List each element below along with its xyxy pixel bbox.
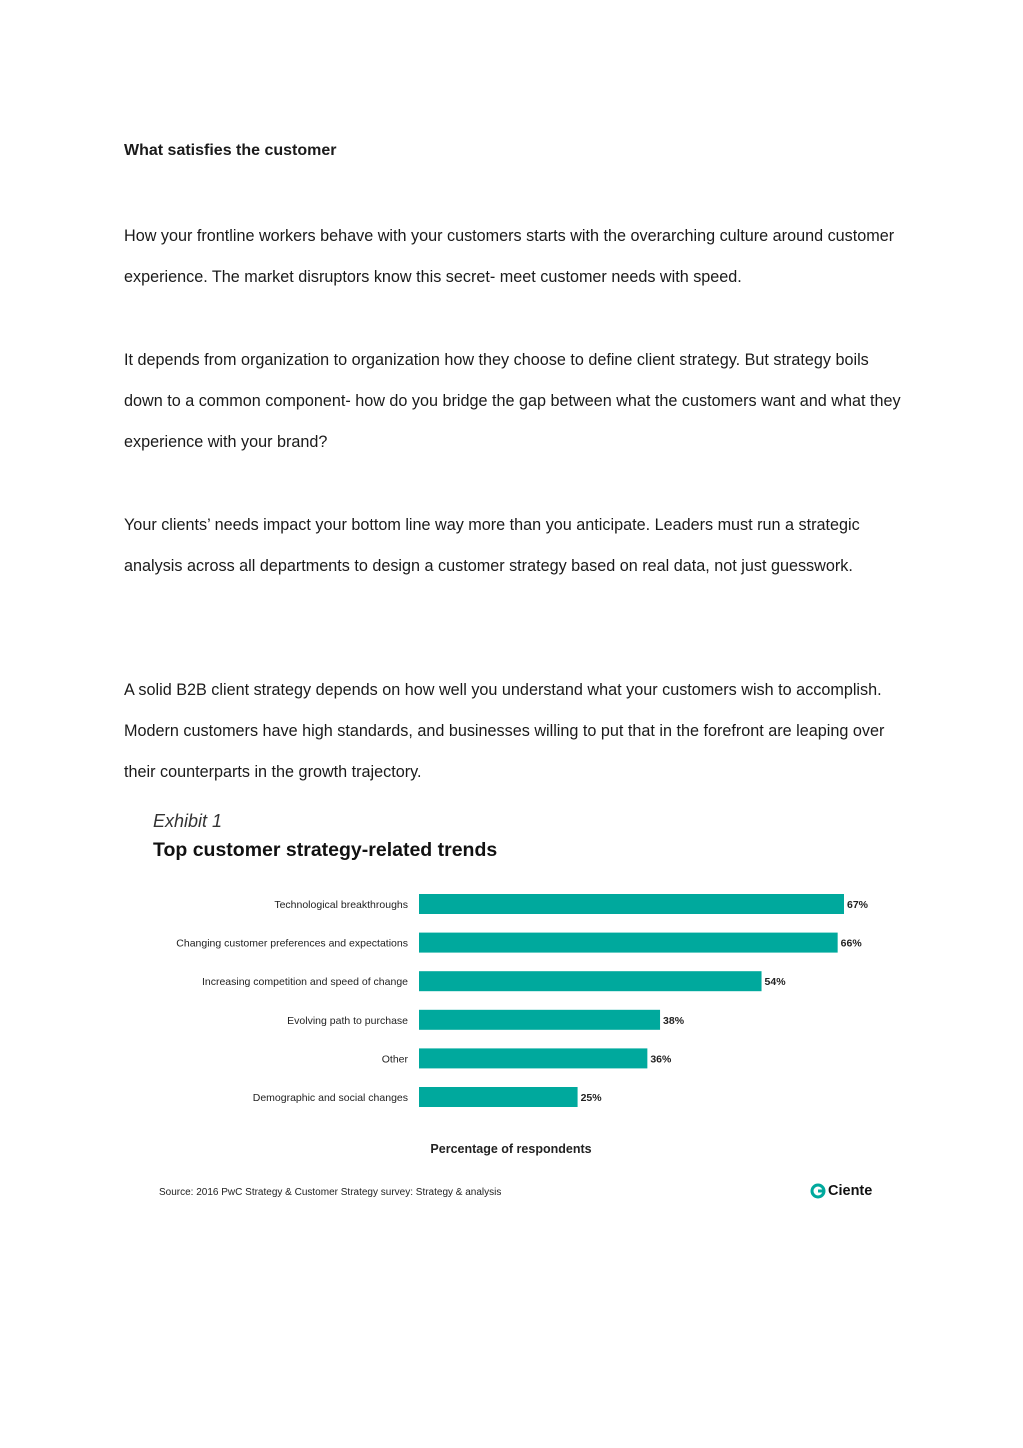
category-label: Technological breakthroughs xyxy=(274,899,408,911)
bar xyxy=(419,933,838,953)
source-note: Source: 2016 PwC Strategy & Customer Strategy survey: Strategy & analysis xyxy=(159,1187,502,1198)
category-label: Other xyxy=(381,1053,408,1066)
paragraph-4: A solid B2B client strategy depends on how well you understand what your customers wish to accomplish. Modern customers have high standards, and businesses willing to put that in the forefront are leaping over their counterparts in the growth trajectory. xyxy=(124,681,885,781)
bar xyxy=(419,894,844,914)
paragraph-1: How your frontline workers behave with your customers starts with the overarching culture around customer experience. The market disruptors know this secret- meet customer needs with speed. xyxy=(124,227,895,286)
value-label: 36% xyxy=(650,1053,672,1066)
exhibit-figure xyxy=(124,805,904,1215)
ciente-logo-icon xyxy=(810,1183,826,1199)
bar xyxy=(419,971,762,991)
brand-logo xyxy=(810,1183,872,1199)
section-heading: What satisfies the customer xyxy=(124,142,337,159)
brand-name: Ciente xyxy=(828,1183,873,1199)
value-label: 66% xyxy=(840,937,862,950)
bar xyxy=(419,1087,578,1107)
category-label: Evolving path to purchase xyxy=(287,1014,408,1027)
chart-title: Top customer strategy-related trends xyxy=(153,839,498,861)
bar xyxy=(419,1010,660,1030)
exhibit-label: Exhibit 1 xyxy=(153,811,223,831)
x-axis-label: Percentage of respondents xyxy=(430,1142,592,1156)
bar xyxy=(419,1048,647,1068)
value-label: 25% xyxy=(580,1092,602,1104)
category-label: Increasing competition and speed of change xyxy=(201,976,408,989)
paragraph-3: Your clients’ needs impact your bottom line way more than you anticipate. Leaders must run a strategic analysis across all departments to design a customer strategy based on real data, not just guesswork. xyxy=(124,516,860,575)
category-label: Demographic and social changes xyxy=(252,1092,408,1104)
value-label: 38% xyxy=(663,1014,685,1027)
bar-chart xyxy=(124,805,904,1175)
value-label: 54% xyxy=(764,976,786,989)
paragraph-2: It depends from organization to organization how they choose to define client strategy. But strategy boils down to a common component- how do you bridge the gap between what the customers want and what they experience with your brand? xyxy=(124,351,901,451)
category-label: Changing customer preferences and expectations xyxy=(176,937,408,950)
value-label: 67% xyxy=(847,899,869,911)
